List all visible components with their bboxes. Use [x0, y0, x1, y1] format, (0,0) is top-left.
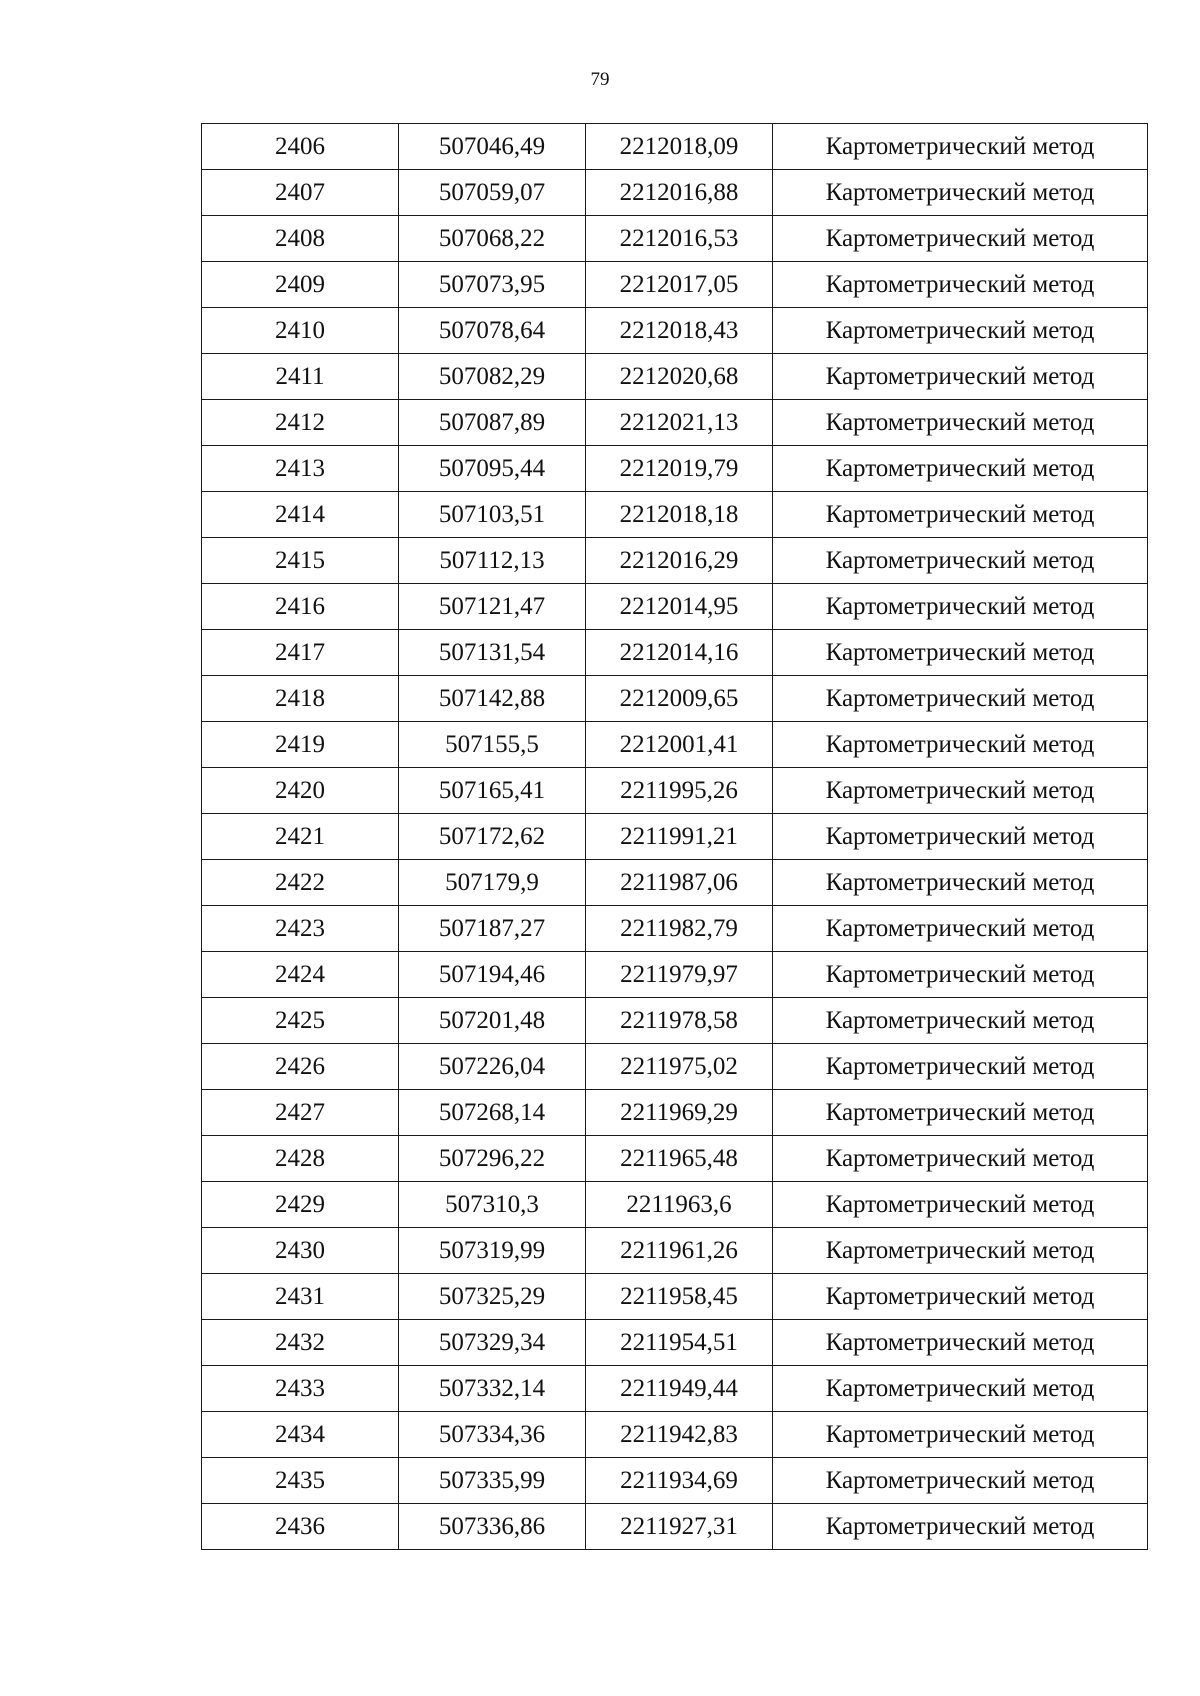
- point-number-cell: 2418: [202, 676, 399, 722]
- x-coordinate-cell: 507325,29: [399, 1274, 586, 1320]
- y-coordinate-cell: 2211942,83: [586, 1412, 773, 1458]
- y-coordinate-cell: 2211978,58: [586, 998, 773, 1044]
- point-number-cell: 2429: [202, 1182, 399, 1228]
- point-number-cell: 2406: [202, 124, 399, 170]
- x-coordinate-cell: 507201,48: [399, 998, 586, 1044]
- point-number-cell: 2431: [202, 1274, 399, 1320]
- point-number-cell: 2432: [202, 1320, 399, 1366]
- method-cell: Картометрический метод: [773, 1366, 1148, 1412]
- x-coordinate-cell: 507121,47: [399, 584, 586, 630]
- table-row: [202, 400, 1148, 446]
- y-coordinate-cell: 2212018,43: [586, 308, 773, 354]
- table-row: [202, 630, 1148, 676]
- point-number-cell: 2415: [202, 538, 399, 584]
- x-coordinate-cell: 507179,9: [399, 860, 586, 906]
- method-cell: Картометрический метод: [773, 952, 1148, 998]
- point-number-cell: 2414: [202, 492, 399, 538]
- x-coordinate-cell: 507059,07: [399, 170, 586, 216]
- x-coordinate-cell: 507268,14: [399, 1090, 586, 1136]
- table-row: [202, 354, 1148, 400]
- point-number-cell: 2408: [202, 216, 399, 262]
- x-coordinate-cell: 507335,99: [399, 1458, 586, 1504]
- x-coordinate-cell: 507329,34: [399, 1320, 586, 1366]
- x-coordinate-cell: 507194,46: [399, 952, 586, 998]
- page-number: 79: [590, 69, 610, 90]
- table-row: [202, 814, 1148, 860]
- table-row: [202, 768, 1148, 814]
- point-number-cell: 2410: [202, 308, 399, 354]
- point-number-cell: 2412: [202, 400, 399, 446]
- method-cell: Картометрический метод: [773, 676, 1148, 722]
- method-cell: Картометрический метод: [773, 308, 1148, 354]
- point-number-cell: 2422: [202, 860, 399, 906]
- table-row: [202, 1458, 1148, 1504]
- point-number-cell: 2426: [202, 1044, 399, 1090]
- method-cell: Картометрический метод: [773, 722, 1148, 768]
- y-coordinate-cell: 2212014,16: [586, 630, 773, 676]
- x-coordinate-cell: 507332,14: [399, 1366, 586, 1412]
- y-coordinate-cell: 2212016,88: [586, 170, 773, 216]
- point-number-cell: 2435: [202, 1458, 399, 1504]
- y-coordinate-cell: 2212016,53: [586, 216, 773, 262]
- point-number-cell: 2417: [202, 630, 399, 676]
- method-cell: Картометрический метод: [773, 768, 1148, 814]
- table-row: [202, 584, 1148, 630]
- table-row: [202, 262, 1148, 308]
- y-coordinate-cell: 2211991,21: [586, 814, 773, 860]
- y-coordinate-cell: 2212009,65: [586, 676, 773, 722]
- table-row: [202, 998, 1148, 1044]
- method-cell: Картометрический метод: [773, 1228, 1148, 1274]
- x-coordinate-cell: 507155,5: [399, 722, 586, 768]
- method-cell: Картометрический метод: [773, 216, 1148, 262]
- x-coordinate-cell: 507073,95: [399, 262, 586, 308]
- coordinates-table: [201, 123, 1148, 1550]
- point-number-cell: 2416: [202, 584, 399, 630]
- table-row: [202, 722, 1148, 768]
- table-row: [202, 860, 1148, 906]
- point-number-cell: 2421: [202, 814, 399, 860]
- table-row: [202, 1090, 1148, 1136]
- method-cell: Картометрический метод: [773, 1320, 1148, 1366]
- table-row: [202, 1136, 1148, 1182]
- y-coordinate-cell: 2212019,79: [586, 446, 773, 492]
- method-cell: Картометрический метод: [773, 354, 1148, 400]
- table-row: [202, 1228, 1148, 1274]
- y-coordinate-cell: 2212021,13: [586, 400, 773, 446]
- y-coordinate-cell: 2211979,97: [586, 952, 773, 998]
- y-coordinate-cell: 2211975,02: [586, 1044, 773, 1090]
- method-cell: Картометрический метод: [773, 814, 1148, 860]
- method-cell: Картометрический метод: [773, 630, 1148, 676]
- x-coordinate-cell: 507103,51: [399, 492, 586, 538]
- method-cell: Картометрический метод: [773, 1504, 1148, 1550]
- method-cell: Картометрический метод: [773, 1274, 1148, 1320]
- table-row: [202, 492, 1148, 538]
- y-coordinate-cell: 2211954,51: [586, 1320, 773, 1366]
- point-number-cell: 2411: [202, 354, 399, 400]
- x-coordinate-cell: 507172,62: [399, 814, 586, 860]
- table-row: [202, 308, 1148, 354]
- method-cell: Картометрический метод: [773, 124, 1148, 170]
- y-coordinate-cell: 2212018,09: [586, 124, 773, 170]
- method-cell: Картометрический метод: [773, 170, 1148, 216]
- y-coordinate-cell: 2211982,79: [586, 906, 773, 952]
- y-coordinate-cell: 2211987,06: [586, 860, 773, 906]
- point-number-cell: 2420: [202, 768, 399, 814]
- x-coordinate-cell: 507087,89: [399, 400, 586, 446]
- x-coordinate-cell: 507165,41: [399, 768, 586, 814]
- y-coordinate-cell: 2212017,05: [586, 262, 773, 308]
- method-cell: Картометрический метод: [773, 1412, 1148, 1458]
- y-coordinate-cell: 2211927,31: [586, 1504, 773, 1550]
- y-coordinate-cell: 2212016,29: [586, 538, 773, 584]
- point-number-cell: 2409: [202, 262, 399, 308]
- method-cell: Картометрический метод: [773, 446, 1148, 492]
- y-coordinate-cell: 2211949,44: [586, 1366, 773, 1412]
- point-number-cell: 2430: [202, 1228, 399, 1274]
- x-coordinate-cell: 507296,22: [399, 1136, 586, 1182]
- point-number-cell: 2434: [202, 1412, 399, 1458]
- method-cell: Картометрический метод: [773, 1182, 1148, 1228]
- y-coordinate-cell: 2211958,45: [586, 1274, 773, 1320]
- y-coordinate-cell: 2212018,18: [586, 492, 773, 538]
- point-number-cell: 2407: [202, 170, 399, 216]
- x-coordinate-cell: 507334,36: [399, 1412, 586, 1458]
- point-number-cell: 2413: [202, 446, 399, 492]
- method-cell: Картометрический метод: [773, 1090, 1148, 1136]
- x-coordinate-cell: 507142,88: [399, 676, 586, 722]
- point-number-cell: 2423: [202, 906, 399, 952]
- method-cell: Картометрический метод: [773, 492, 1148, 538]
- y-coordinate-cell: 2211995,26: [586, 768, 773, 814]
- x-coordinate-cell: 507310,3: [399, 1182, 586, 1228]
- method-cell: Картометрический метод: [773, 906, 1148, 952]
- y-coordinate-cell: 2211961,26: [586, 1228, 773, 1274]
- x-coordinate-cell: 507131,54: [399, 630, 586, 676]
- method-cell: Картометрический метод: [773, 584, 1148, 630]
- table-row: [202, 906, 1148, 952]
- point-number-cell: 2424: [202, 952, 399, 998]
- table-row: [202, 1182, 1148, 1228]
- x-coordinate-cell: 507319,99: [399, 1228, 586, 1274]
- point-number-cell: 2428: [202, 1136, 399, 1182]
- table-row: [202, 538, 1148, 584]
- table-row: [202, 446, 1148, 492]
- y-coordinate-cell: 2212014,95: [586, 584, 773, 630]
- point-number-cell: 2425: [202, 998, 399, 1044]
- y-coordinate-cell: 2211965,48: [586, 1136, 773, 1182]
- method-cell: Картометрический метод: [773, 400, 1148, 446]
- coordinates-table-body: [202, 124, 1148, 1550]
- table-row: [202, 1274, 1148, 1320]
- method-cell: Картометрический метод: [773, 1044, 1148, 1090]
- x-coordinate-cell: 507095,44: [399, 446, 586, 492]
- table-row: [202, 216, 1148, 262]
- point-number-cell: 2419: [202, 722, 399, 768]
- table-row: [202, 1044, 1148, 1090]
- x-coordinate-cell: 507082,29: [399, 354, 586, 400]
- method-cell: Картометрический метод: [773, 262, 1148, 308]
- x-coordinate-cell: 507187,27: [399, 906, 586, 952]
- method-cell: Картометрический метод: [773, 860, 1148, 906]
- table-row: [202, 124, 1148, 170]
- x-coordinate-cell: 507336,86: [399, 1504, 586, 1550]
- method-cell: Картометрический метод: [773, 538, 1148, 584]
- table-row: [202, 1504, 1148, 1550]
- table-row: [202, 676, 1148, 722]
- table-row: [202, 1366, 1148, 1412]
- y-coordinate-cell: 2212020,68: [586, 354, 773, 400]
- table-row: [202, 1320, 1148, 1366]
- method-cell: Картометрический метод: [773, 1458, 1148, 1504]
- table-row: [202, 952, 1148, 998]
- x-coordinate-cell: 507078,64: [399, 308, 586, 354]
- y-coordinate-cell: 2211934,69: [586, 1458, 773, 1504]
- method-cell: Картометрический метод: [773, 998, 1148, 1044]
- point-number-cell: 2433: [202, 1366, 399, 1412]
- point-number-cell: 2436: [202, 1504, 399, 1550]
- y-coordinate-cell: 2211963,6: [586, 1182, 773, 1228]
- x-coordinate-cell: 507068,22: [399, 216, 586, 262]
- x-coordinate-cell: 507046,49: [399, 124, 586, 170]
- y-coordinate-cell: 2212001,41: [586, 722, 773, 768]
- x-coordinate-cell: 507226,04: [399, 1044, 586, 1090]
- method-cell: Картометрический метод: [773, 1136, 1148, 1182]
- point-number-cell: 2427: [202, 1090, 399, 1136]
- table-row: [202, 170, 1148, 216]
- table-row: [202, 1412, 1148, 1458]
- x-coordinate-cell: 507112,13: [399, 538, 586, 584]
- y-coordinate-cell: 2211969,29: [586, 1090, 773, 1136]
